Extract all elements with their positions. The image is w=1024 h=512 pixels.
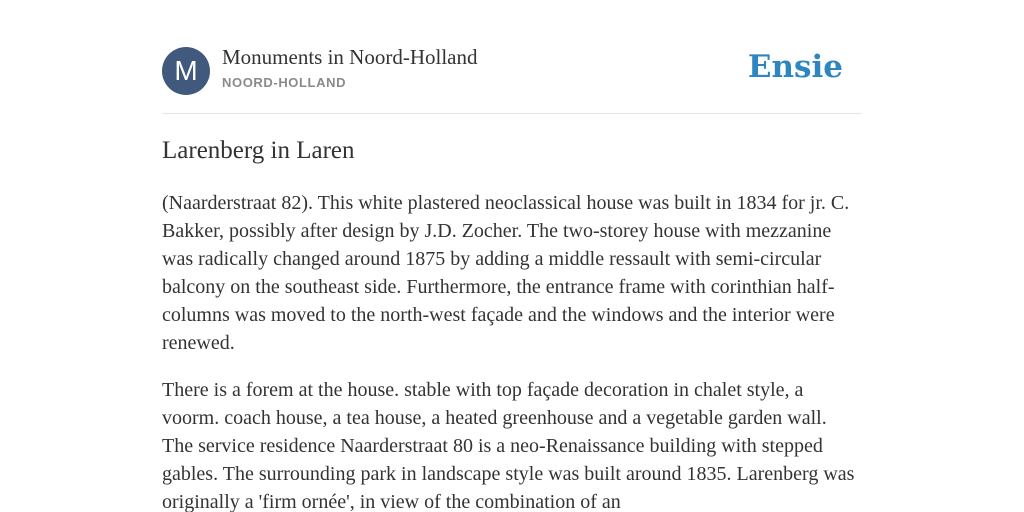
blog-category[interactable]: NOORD-HOLLAND <box>222 75 347 90</box>
content-container <box>162 0 862 512</box>
brand-logo[interactable]: Ensie <box>747 49 843 85</box>
article-title: Larenberg in Laren <box>162 137 355 164</box>
blog-title[interactable]: Monuments in Noord-Holland <box>222 45 478 69</box>
article-paragraph: There is a forem at the house. stable with top façade decoration in chalet style, a voorm. coach house, a tea house, a heated greenhouse and a vegetable garden wall. The service residence Naarderstraat 80 is a neo-Renaissance building with stepped gables. The surrounding park in landscape style was built around 1835. Larenberg was originally a 'firm ornée', in view of the combination of an <box>162 379 855 512</box>
article-body <box>162 189 862 512</box>
avatar[interactable]: M <box>162 47 210 95</box>
header <box>162 0 862 114</box>
article-paragraph: (Naarderstraat 82). This white plastered neoclassical house was built in 1834 for jr. C. Bakker, possibly after design by J.D. Zocher. The two-storey house with mezzanine was radically changed around 1875 by adding a middle ressault with semi-circular balcony on the southeast side. Furthermore, the entrance frame with corinthian half-columns was moved to the north-west façade and the windows and the interior were renewed. <box>162 192 850 354</box>
